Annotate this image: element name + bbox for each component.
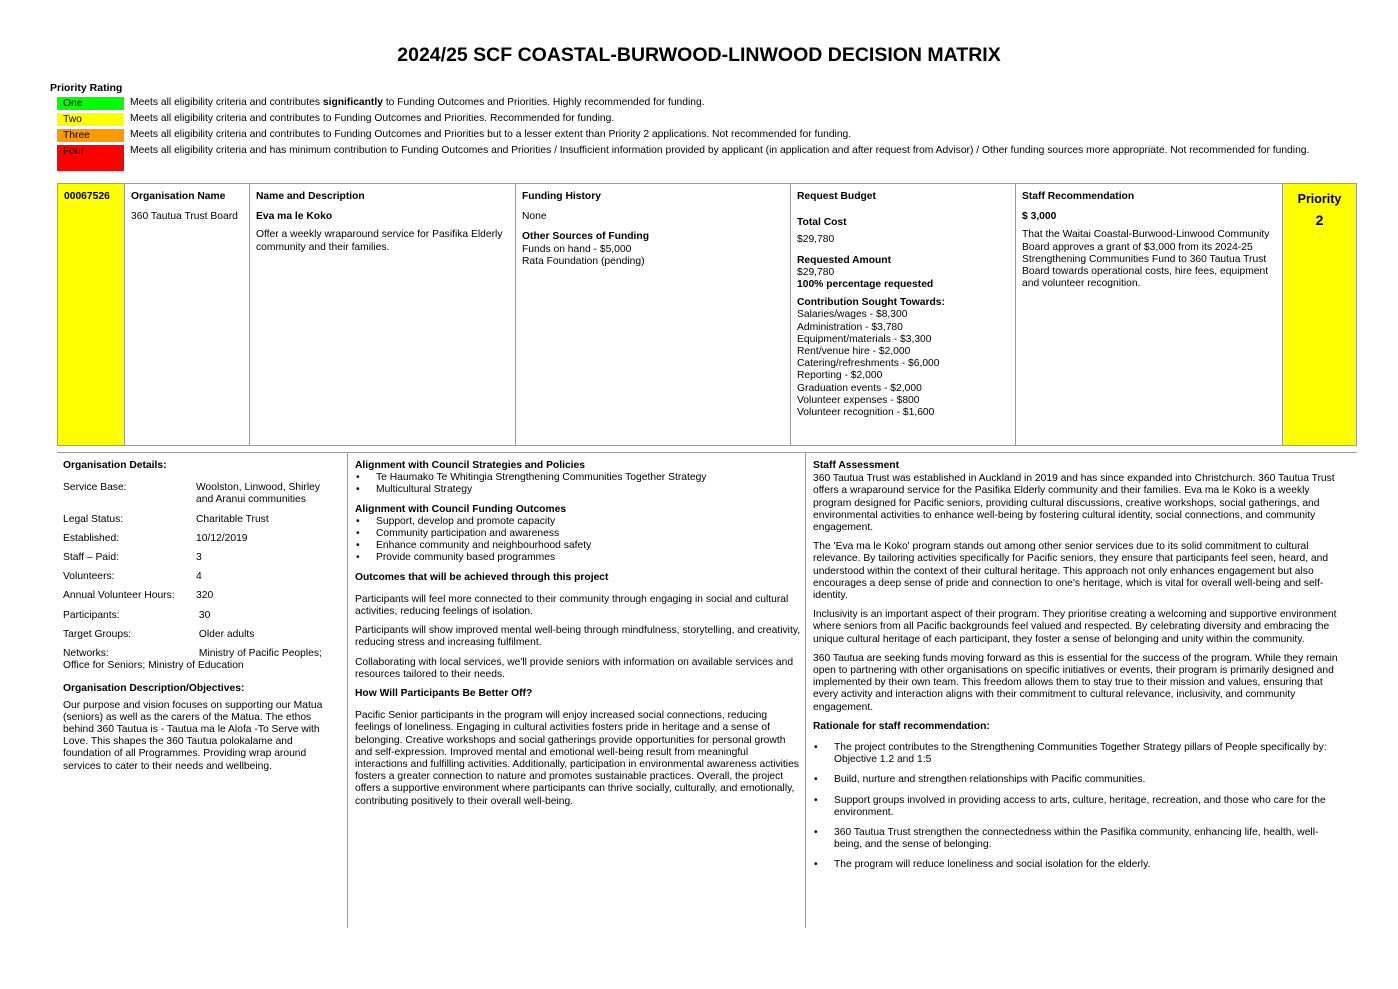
- alignment-panel: [355, 460, 801, 808]
- rationale-item: • Support groups involved in providing access to arts, culture, heritage, recreation, and those who care for the environment.: [813, 795, 1345, 819]
- detail-label: Staff – Paid:: [63, 552, 119, 564]
- legend-text-three: Meets all eligibility criteria and contributes to Funding Outcomes and Priorities but to a lesser extent than Priority 2 applications. Not recommended for funding.: [130, 129, 852, 140]
- networks-row: [63, 648, 337, 660]
- staff-recommendation-cell: [1016, 184, 1283, 445]
- better-off-header: How Will Participants Be Better Off?: [355, 688, 533, 700]
- rationale-item: • The program will reduce loneliness and social isolation for the elderly.: [813, 859, 1345, 871]
- funding-history-value: None: [522, 211, 547, 223]
- contribution-item: Graduation events - $2,000: [797, 382, 922, 394]
- legend-text-two: Meets all eligibility criteria and contributes to Funding Outcomes and Priorities. Recommended for funding.: [130, 113, 615, 124]
- org-description-header: Organisation Description/Objectives:: [63, 683, 245, 695]
- detail-value: 3: [196, 552, 202, 564]
- legend-row-three: [57, 129, 1317, 142]
- org-details-header: Organisation Details:: [63, 460, 167, 471]
- networks-label: Networks:: [63, 648, 109, 660]
- total-cost-value: $29,780: [797, 234, 835, 246]
- rationale-list: [813, 742, 1345, 872]
- assessment-paragraph: Inclusivity is an important aspect of their program. They prioritise creating a welcoming and supportive environment where seniors from all Pacific backgrounds feel valued and respected. By celebrating diversity and embracing the unique cultural heritage of each participant, they foster a sense of belonging and unity within the community.: [813, 609, 1337, 645]
- detail-value: Charitable Trust: [196, 513, 269, 525]
- detail-label: Participants:: [63, 609, 120, 621]
- detail-label: Legal Status:: [63, 513, 124, 525]
- networks-value: Ministry of Pacific Peoples;: [196, 648, 322, 660]
- org-name-header: Organisation Name: [131, 191, 226, 202]
- better-off-text: Pacific Senior participants in the program will enjoy increased social connections, reducing feelings of loneliness. Engaging in cultural activities fosters pride in heritage and a sense of belonging. Creative workshops and social gatherings provide opportunities for personal growth and self-expression. Improved mental and emotional well-being result from meaningful interactions and fulfilling activities. Additionally, participation in environmental awareness activities fosters a greater connection to nature and promotes sustainable practices. Overall, the project offers a supportive environment where participants can thrive socially, culturally, and emotionally, contributing positively to their overall well-being.: [355, 710, 799, 807]
- contribution-item: Catering/refreshments - $6,000: [797, 358, 940, 370]
- priority-cell: [1283, 184, 1356, 445]
- project-name: Eva ma le Koko: [256, 211, 333, 223]
- staff-assessment-panel: [813, 460, 1345, 880]
- assessment-paragraph: 360 Tautua Trust was established in Auckland in 2019 and has since expanded into Christchurch. 360 Tautua Trust offers a wraparound service for the Pasifika Elderly community and their families. Eva ma le Koko is a weekly program designed for Pacific seniors, providing cultural discussions, creative workshops, social gatherings, and environmental activities to enhance well-being by fostering cultural identity, social connections, and community engagement.: [813, 473, 1335, 534]
- outcome-item: • Community participation and awareness: [355, 528, 801, 540]
- contribution-item: Volunteer expenses - $800: [797, 394, 920, 406]
- org-description: Our purpose and vision focuses on supporting our Matua (seniors) as well as the carers of the Matua. The ethos behind 360 Tautua is - Tautua ma le Alofa -To Serve with Love. This shapes the 360 Tautua polokalame and foundation of all Programmes. Providing wrap around services to cater to their needs and wellbeing.: [63, 699, 323, 772]
- detail-row: [63, 629, 337, 641]
- requested-amount-value: $29,780: [797, 266, 835, 278]
- outcome-item: • Support, develop and promote capacity: [355, 516, 801, 528]
- detail-label: Established:: [63, 532, 120, 544]
- detail-row: [63, 590, 337, 602]
- organisation-cell: [125, 184, 250, 445]
- request-budget-header: Request Budget: [797, 191, 876, 202]
- other-source-item: Funds on hand - $5,000: [522, 243, 632, 255]
- column-divider: [805, 453, 806, 928]
- strategies-list: [355, 472, 801, 496]
- staff-recommendation-amount: $ 3,000: [1022, 211, 1057, 223]
- outcome-item: • Enhance community and neighbourhood safety: [355, 540, 801, 552]
- detail-row: [63, 552, 337, 564]
- legend-key-three: Three: [57, 129, 124, 142]
- detail-row: [63, 533, 337, 545]
- percentage-requested: 100% percentage requested: [797, 279, 934, 291]
- priority-rating-label: Priority Rating: [50, 82, 123, 94]
- outcome-item: • Provide community based programmes: [355, 552, 801, 564]
- other-sources-header: Other Sources of Funding: [522, 231, 649, 243]
- detail-row: [63, 482, 337, 506]
- assessment-paragraph: 360 Tautua are seeking funds moving forward as this is essential for the success of the program. While they remain open to partnering with other organisations on specific initiatives or events, their program is primarily designed and implemented by their own team. This freedom allows them to stay true to their mission and values, ensuring that every activity and interaction aligns with their commitment to cultural relevance, inclusivity, and community engagement.: [813, 652, 1338, 713]
- legend-row-two: [57, 113, 1317, 126]
- staff-recommendation-text: That the Waitai Coastal-Burwood-Linwood Community Board approves a grant of $3,000 from its 2024-25 Strengthening Communities Fund to 360 Tautua Trust Board towards operational costs, hire fees, equipment and volunteer recognition.: [1022, 229, 1270, 290]
- name-description-header: Name and Description: [256, 191, 365, 202]
- application-summary-table: [57, 183, 1357, 446]
- achieved-outcome: Collaborating with local services, we'll provide seniors with information on available services and resources tailored to their needs.: [355, 656, 794, 680]
- legend-row-four: [57, 145, 1317, 171]
- legend-key-four: Four: [57, 145, 124, 171]
- requested-amount-label: Requested Amount: [797, 254, 892, 266]
- contribution-item: Reporting - $2,000: [797, 370, 883, 382]
- contribution-item: Volunteer recognition - $1,600: [797, 407, 935, 419]
- detail-row: [63, 610, 337, 622]
- funding-outcomes-header: Alignment with Council Funding Outcomes: [355, 503, 567, 515]
- rationale-header: Rationale for staff recommendation:: [813, 720, 990, 732]
- project-description: Offer a weekly wraparound service for Pasifika Elderly community and their families.: [256, 229, 503, 253]
- rationale-item: • Build, nurture and strengthen relationships with Pacific communities.: [813, 774, 1345, 786]
- staff-assessment-header: Staff Assessment: [813, 460, 900, 471]
- assessment-paragraph: The 'Eva ma le Koko' program stands out among other senior services due to its solid commitment to cultural relevance. By tailoring activities specifically for Pacific seniors, they ensure that participants feel seen, heard, and understood within the context of their cultural heritage. This approach not only enhances engagement but also encourages a deep sense of pride and connection to one's heritage, which is vital for overall well-being and self-identity.: [813, 541, 1329, 602]
- funding-history-cell: [516, 184, 791, 445]
- priority-legend: [57, 97, 1317, 174]
- page-title: 2024/25 SCF COASTAL-BURWOOD-LINWOOD DECISION MATRIX: [397, 44, 1001, 66]
- strategies-header: Alignment with Council Strategies and Policies: [355, 460, 586, 471]
- detail-label: Volunteers:: [63, 571, 115, 583]
- column-divider: [347, 453, 348, 928]
- detail-label: Target Groups:: [63, 628, 132, 640]
- contribution-item: Rent/venue hire - $2,000: [797, 346, 911, 358]
- rationale-item: • 360 Tautua Trust strengthen the connectedness within the Pasifika community, enhancing life, health, well-being, and the sense of belonging.: [813, 827, 1345, 851]
- detail-value: Woolston, Linwood, Shirley and Aranui communities: [196, 482, 321, 506]
- achieved-outcome: Participants will show improved mental well-being through mindfulness, storytelling, and creativity, reducing stress and increasing fulfilment.: [355, 625, 801, 649]
- name-description-cell: [250, 184, 516, 445]
- organisation-details-panel: [63, 460, 337, 773]
- detail-value: 4: [196, 571, 202, 583]
- achieved-outcome: Participants will feel more connected to their community through engaging in social and cultural activities, reducing feelings of isolation.: [355, 593, 789, 618]
- networks-value-continued: Office for Seniors; Ministry of Education: [63, 660, 244, 672]
- legend-text-four: Meets all eligibility criteria and has minimum contribution to Funding Outcomes and Priorities / Insufficient information provided by applicant (in application and after request from Advisor) / Other funding sources more appropriate. Not recommended for funding.: [130, 145, 1310, 156]
- legend-text-one: Meets all eligibility criteria and contributes significantly to Funding Outcomes and Priorities. Highly recommended for funding.: [130, 97, 705, 108]
- detail-label: Service Base:: [63, 482, 127, 494]
- staff-recommendation-header: Staff Recommendation: [1022, 191, 1135, 202]
- achieved-outcomes-header: Outcomes that will be achieved through this project: [355, 571, 609, 583]
- other-source-item: Rata Foundation (pending): [522, 255, 645, 267]
- rationale-item: • The project contributes to the Strengthening Communities Together Strategy pillars of People specifically by: Objective 1.2 and 1:5: [813, 742, 1345, 766]
- contribution-label: Contribution Sought Towards:: [797, 297, 945, 309]
- detail-value: 30: [196, 609, 211, 621]
- detail-row: [63, 571, 337, 583]
- legend-row-one: [57, 97, 1317, 110]
- detail-value: 10/12/2019: [196, 532, 248, 544]
- application-id-cell: [58, 184, 125, 445]
- funding-history-header: Funding History: [522, 191, 601, 202]
- application-id: 00067526: [64, 191, 110, 202]
- detail-value: Older adults: [196, 628, 255, 640]
- contribution-item: Equipment/materials - $3,300: [797, 333, 932, 345]
- legend-key-one: One: [57, 97, 124, 110]
- strategy-item: • Multicultural Strategy: [355, 484, 801, 496]
- contribution-item: Administration - $3,780: [797, 321, 903, 333]
- strategy-item: • Te Haumako Te Whitingia Strengthening Communities Together Strategy: [355, 472, 801, 484]
- priority-value: 2: [1315, 212, 1324, 228]
- funding-outcomes-list: [355, 516, 801, 565]
- detail-value: 320: [196, 590, 214, 602]
- detail-label: Annual Volunteer Hours:: [63, 590, 175, 602]
- section-divider: [57, 452, 1357, 453]
- request-budget-cell: [791, 184, 1016, 445]
- priority-label: Priority: [1297, 192, 1342, 206]
- org-name: 360 Tautua Trust Board: [131, 211, 238, 223]
- contribution-item: Salaries/wages - $8,300: [797, 309, 908, 321]
- detail-row: [63, 514, 337, 526]
- legend-key-two: Two: [57, 113, 124, 126]
- total-cost-label: Total Cost: [797, 217, 847, 229]
